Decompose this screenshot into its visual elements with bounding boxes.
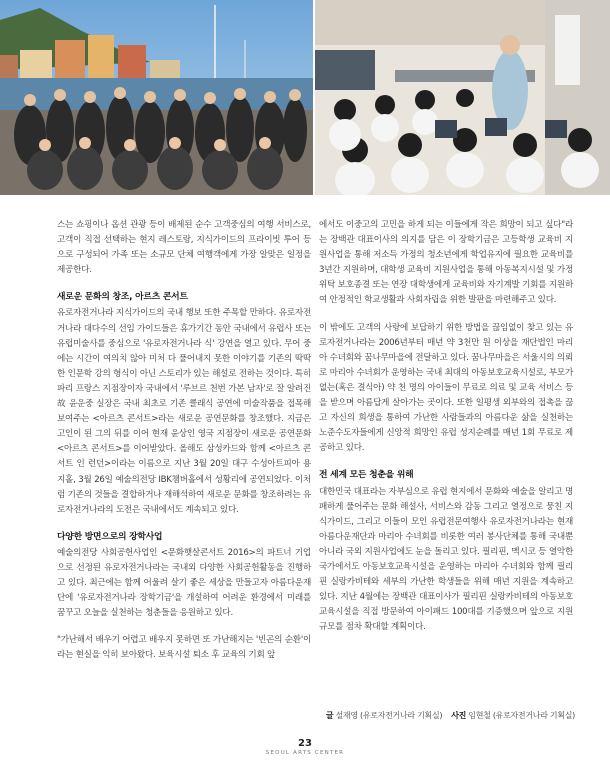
- donation-paragraph: 이 밖에도 고객의 사랑에 보답하기 위한 방법을 끊임없이 찾고 있는 유로자전거나라는 2006년부터 매년 약 3천만 원 이상을 재단법인 마리아 수녀회와 꿈나무마을에 전달하고 있다. 꿈나무마을은 서울시의 의뢰로 마리아 수녀회가 운영하는 국내 최대의 아동보호교육시설로, 부모가 없는(혹은 결식아) 약 천 명의 아이들이 무료로 의료 및 교육 서비스 등을 받으며 아름답게 살아가는 곳이다. 또한 일평생 외부와의 접촉을 끊고 자신의 희생을 통하여 가난한 사람들과의 아름다운 삶을 실천하는 노준수도자들에게 신앙적 희망인 유럽 성지순례를 매년 1회 무료로 제공하고 있다.: [319, 322, 573, 454]
- global-youth-paragraph: 대한민국 대표라는 자부심으로 유럽 현지에서 문화와 예술을 알리고 명패하게 풀어주는 문화 해설사, 서비스와 감동 그리고 열정으로 뭉친 지식가이드, 그리고 이들이 모인 유럽전문여행사 유로자전거나라는 현재 아름다운재단과 마리아 수녀회를 비롯한 여러 봉사단체를 통해 국내뿐 아니라 국외 지원사업에도 눈을 돌리고 있다. 필리핀, 멕시코 등 열악한 국가에서도 아동보호교육시설을 운영하는 마리아 수녀회와 함께 필리핀 실랑카비테와 세부의 가난한 학생들을 위해 매년 지원을 계속하고 있다. 지난 4월에는 장백관 대표이사가 필리핀 실랑카비테의 아동보호교육시설을 직접 방문하여 아이패드 100대를 기증했으며 앞으로 지원규모를 점차 확대할 계획이다.: [319, 486, 573, 633]
- classroom-photo: [315, 0, 610, 195]
- classroom-photo-icon: [315, 0, 610, 195]
- page-footer: [0, 738, 610, 756]
- left-column: [57, 218, 311, 676]
- photo-label: 사진: [451, 711, 467, 720]
- group-photo-harbor-icon: [0, 0, 313, 195]
- quote-paragraph: "가난해서 배우기 어렵고 배우지 못하면 또 가난해지는 '빈곤의 순환'이라는 현실을 익히 보아왔다. 보육시설 퇴소 후 교육의 기회 앞: [57, 635, 311, 661]
- writer-label: 글: [325, 711, 334, 720]
- group-photo: [0, 0, 313, 195]
- scholarship-continued-paragraph: 에서도 이중고의 고민을 하게 되는 이들에게 작은 희망이 되고 싶다"라는 장백관 대표이사의 의지를 담은 이 장학기금은 고등학생 교육비 지원사업을 통해 저소득 가정의 청소년에게 학업유지에 필요한 교육비를 3년간 지원하며, 대학생 교육비 지원사업을 통해 아동복지시설 및 가정위탁 보호종결 또는 연장 대학생에게 교육비와 자기계발 기회를 지원하여 안정적인 학교생활과 사회자립을 위한 발판을 마련해주고 있다.: [319, 220, 573, 306]
- author-credit: [319, 710, 575, 721]
- right-column: [319, 218, 573, 647]
- page-number: 23: [298, 738, 312, 749]
- photographer-name: 임현철 (유로자전거나라 기획실): [468, 711, 575, 720]
- photo-strip: [0, 0, 610, 195]
- section-heading-global-youth: 전 세계 모든 청춘을 위해: [319, 470, 414, 481]
- intro-paragraph: 스는 쇼핑이나 옵션 관광 등이 배제된 순수 고객중심의 여행 서비스로, 고객이 직접 선택하는 현지 레스토랑, 지식가이드의 프라이빗 투어 등으로 구성되어 가족 또는 소규모 단체 여행객에게 가장 알맞은 일정을 제공한다.: [57, 220, 311, 276]
- writer-name: 설재영 (유로자전거나라 기획실): [335, 711, 443, 720]
- section-heading-scholarship: 다양한 방면으로의 장학사업: [57, 531, 163, 542]
- scholarship-paragraph: 예술의전당 사회공헌사업인 <문화햇살콘서트 2016>의 파트너 기업으로 선정된 유로자전거나라는 국내외 다양한 사회공헌활동을 진행하고 있다. 최근에는 함께 어울려 살기 좋은 세상을 만들고자 아름다운재단에 '유로자전거나라 장학기금'을 개설하여 어려운 환경에서 미래를 꿈꾸고 오늘을 실천하는 청춘들을 응원하고 있다.: [57, 547, 311, 619]
- section-heading-arts-concert: 새로운 문화의 창조, 아르츠 콘서트: [57, 292, 188, 303]
- arts-concert-paragraph: 유로자전거나라 지식가이드의 국내 행보 또한 주목할 만하다. 유로자전거나라 대다수의 선임 가이드들은 휴가기간 동안 국내에서 유럽사 또는 유럽미술사를 중심으로 '유로자전거나라 식' 강연을 열고 있다. 무어 중에는 시간이 여의치 않아 미처 다 풀어내지 못한 이야기를 기존의 딱딱한 인문학 강의 형식이 아닌 스토리가 있는 해설로 전하는 것이다. 특히 파리 프랑스 지점장이자 국내에서 '루브르 천번 가본 남자'로 잘 알려진 故 윤운중 실장은 국내 최초로 기존 클래식 공연에 미술작품을 접목해 보여주는 <아르츠 콘서트>라는 새로운 공연문화를 창조했다. 지금은 고인이 된 그의 뒤를 이어 현재 윤상인 영국 지점장이 새로운 공연문화 <아르츠 콘서트>를 이어받았다. 올해도 삼성카드와 함께 <아르츠 콘서트 인 런던>이라는 이름으로 지난 3월 20일 대구 수성아트피아 용지홀, 3월 26일 예술의전당 IBK챔버홀에서 성황리에 공연되었다. 이처럼 기존의 것들을 결합하거나 재해석하여 새로운 문화를 창조하려는 유로자전거나라의 도전은 국내에서도 계속되고 있다.: [57, 308, 311, 515]
- footer-brand: SEOUL ARTS CENTER: [265, 750, 345, 756]
